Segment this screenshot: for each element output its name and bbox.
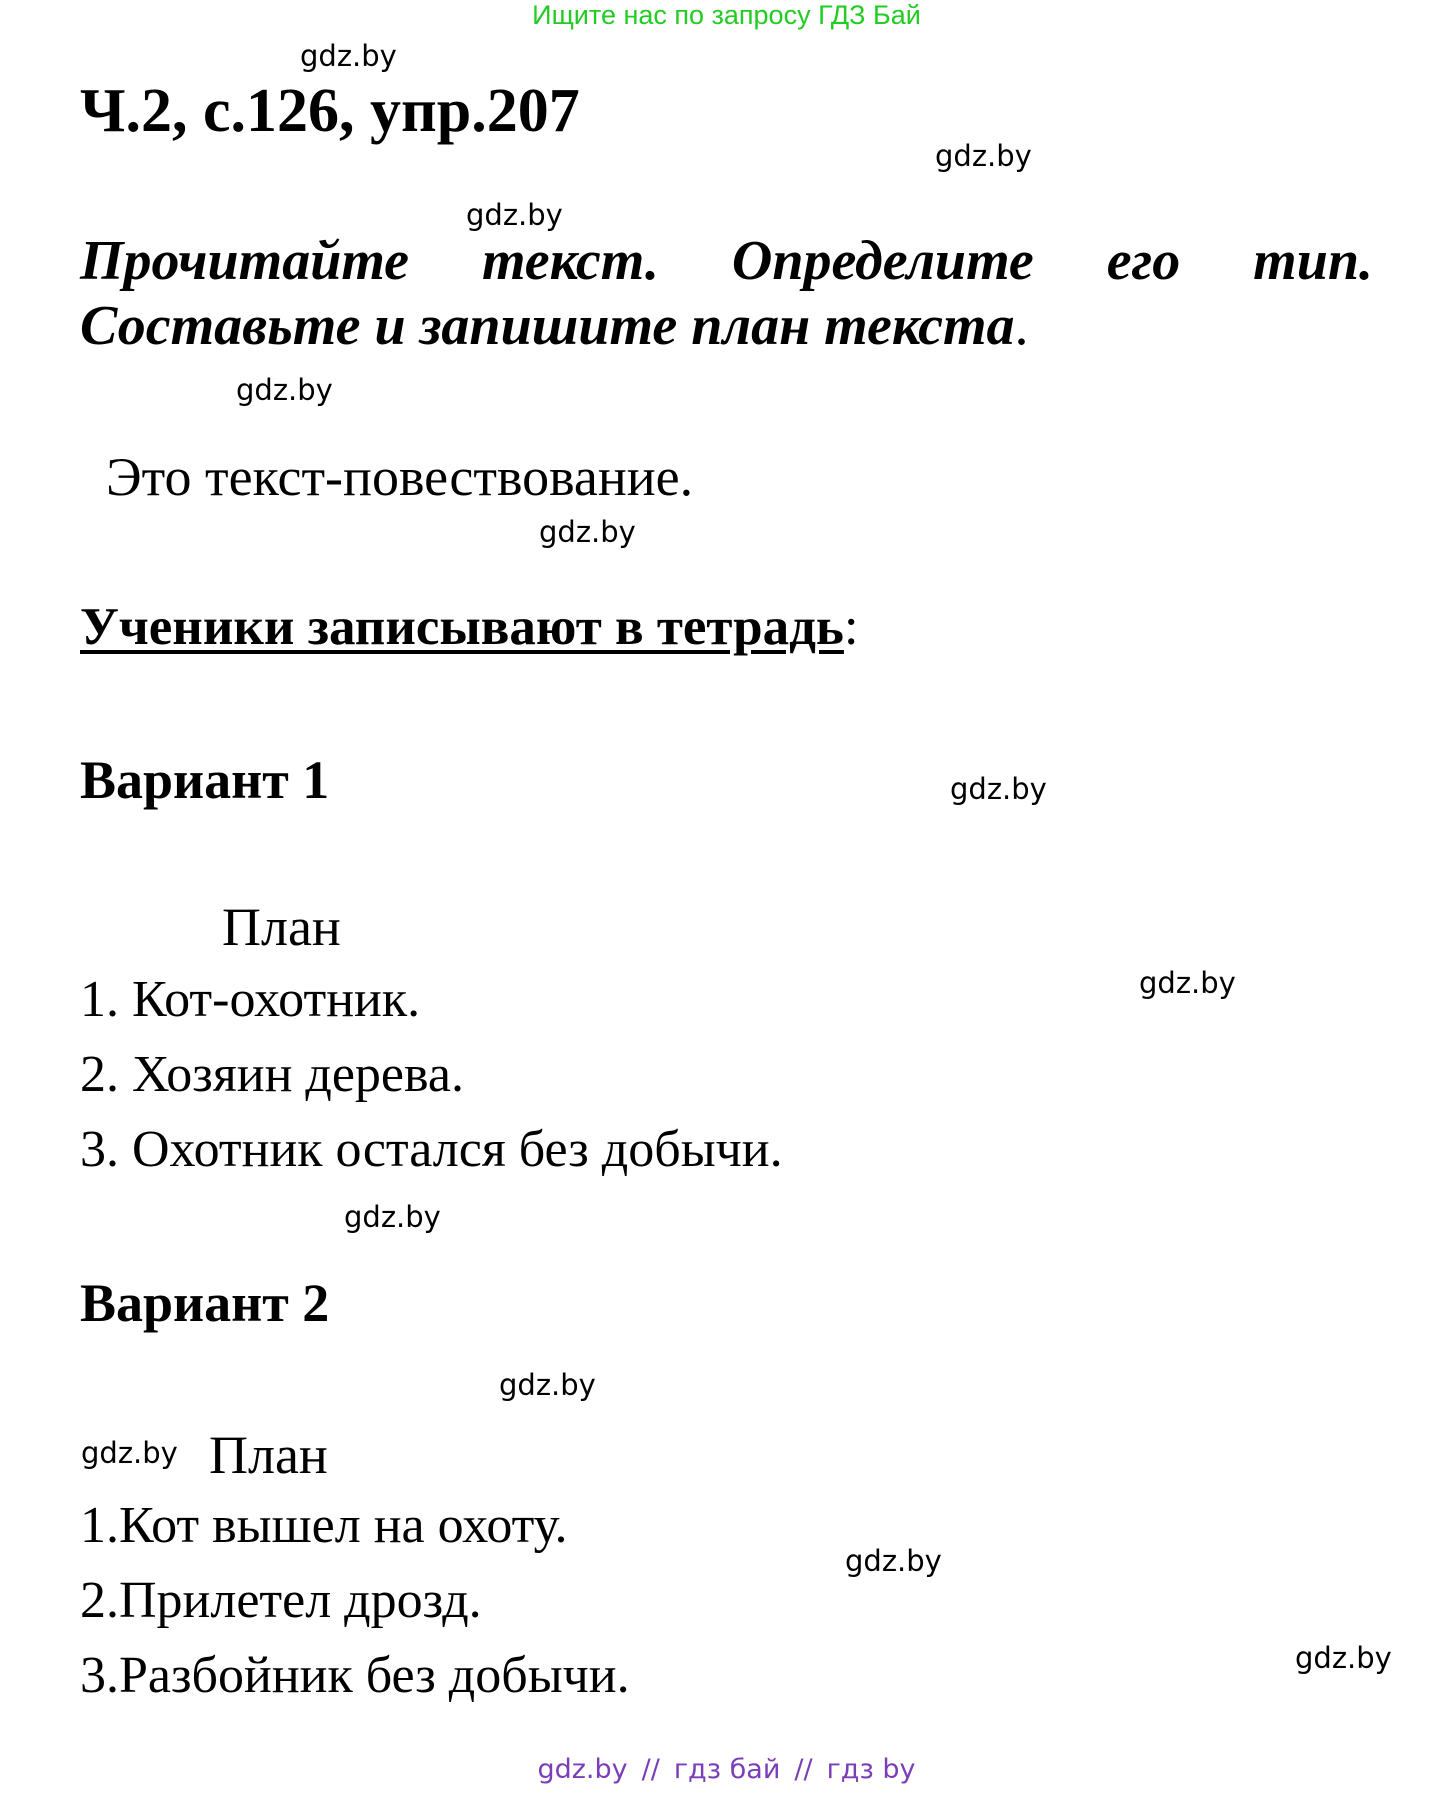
task-line-1 <box>80 229 1373 293</box>
variant-2-heading: Вариант 2 <box>80 1273 330 1333</box>
variant-2-plan-title: План <box>209 1425 328 1485</box>
task-word: Прочитайте <box>80 230 410 292</box>
students-heading <box>80 596 859 658</box>
watermark: gdz.by <box>344 1200 441 1234</box>
students-heading-text: Ученики записывают в тетрадь <box>80 598 844 656</box>
variant-2-plan-item: 2.Прилетел дрозд. <box>80 1572 482 1629</box>
variant-1-plan-item: 3. Охотник остался без добычи. <box>80 1121 783 1178</box>
watermark: gdz.by <box>935 139 1032 173</box>
watermark: gdz.by <box>300 39 397 73</box>
footer <box>0 1754 1453 1786</box>
task-word: текст. <box>481 230 659 292</box>
task-line-2-end: . <box>1014 295 1029 357</box>
watermark: gdz.by <box>1139 966 1236 1000</box>
watermark: gdz.by <box>81 1436 178 1470</box>
page-title: Ч.2, с.126, упр.207 <box>80 77 580 145</box>
variant-1-plan-title: План <box>222 897 341 957</box>
task-line-2 <box>80 294 1029 358</box>
top-banner: Ищите нас по запросу ГДЗ Бай <box>532 0 921 30</box>
watermark: gdz.by <box>950 772 1047 806</box>
variant-2-plan-item: 3.Разбойник без добычи. <box>80 1647 630 1704</box>
variant-2-plan-item: 1.Кот вышел на охоту. <box>80 1497 568 1554</box>
task-word: Определите <box>731 230 1034 292</box>
footer-separator: // <box>641 1754 660 1785</box>
variant-1-plan-item: 1. Кот-охотник. <box>80 971 421 1028</box>
students-heading-colon: : <box>843 598 859 656</box>
footer-link[interactable]: гдз by <box>826 1754 916 1785</box>
variant-1-heading: Вариант 1 <box>80 750 330 810</box>
watermark: gdz.by <box>236 373 333 407</box>
footer-link[interactable]: gdz.by <box>537 1754 628 1785</box>
watermark: gdz.by <box>466 198 563 232</box>
variant-1-plan-item: 2. Хозяин дерева. <box>80 1046 464 1103</box>
watermark: gdz.by <box>1295 1641 1392 1675</box>
answer-text: Это текст-повествование. <box>106 447 694 507</box>
footer-separator: // <box>794 1754 813 1785</box>
footer-link[interactable]: гдз бай <box>673 1754 781 1785</box>
task-line-2-text: Составьте и запишите план текста <box>80 295 1015 357</box>
watermark: gdz.by <box>845 1544 942 1578</box>
watermark: gdz.by <box>499 1368 596 1402</box>
task-word: тип. <box>1253 230 1373 292</box>
watermark: gdz.by <box>539 515 636 549</box>
task-word: его <box>1106 230 1181 292</box>
